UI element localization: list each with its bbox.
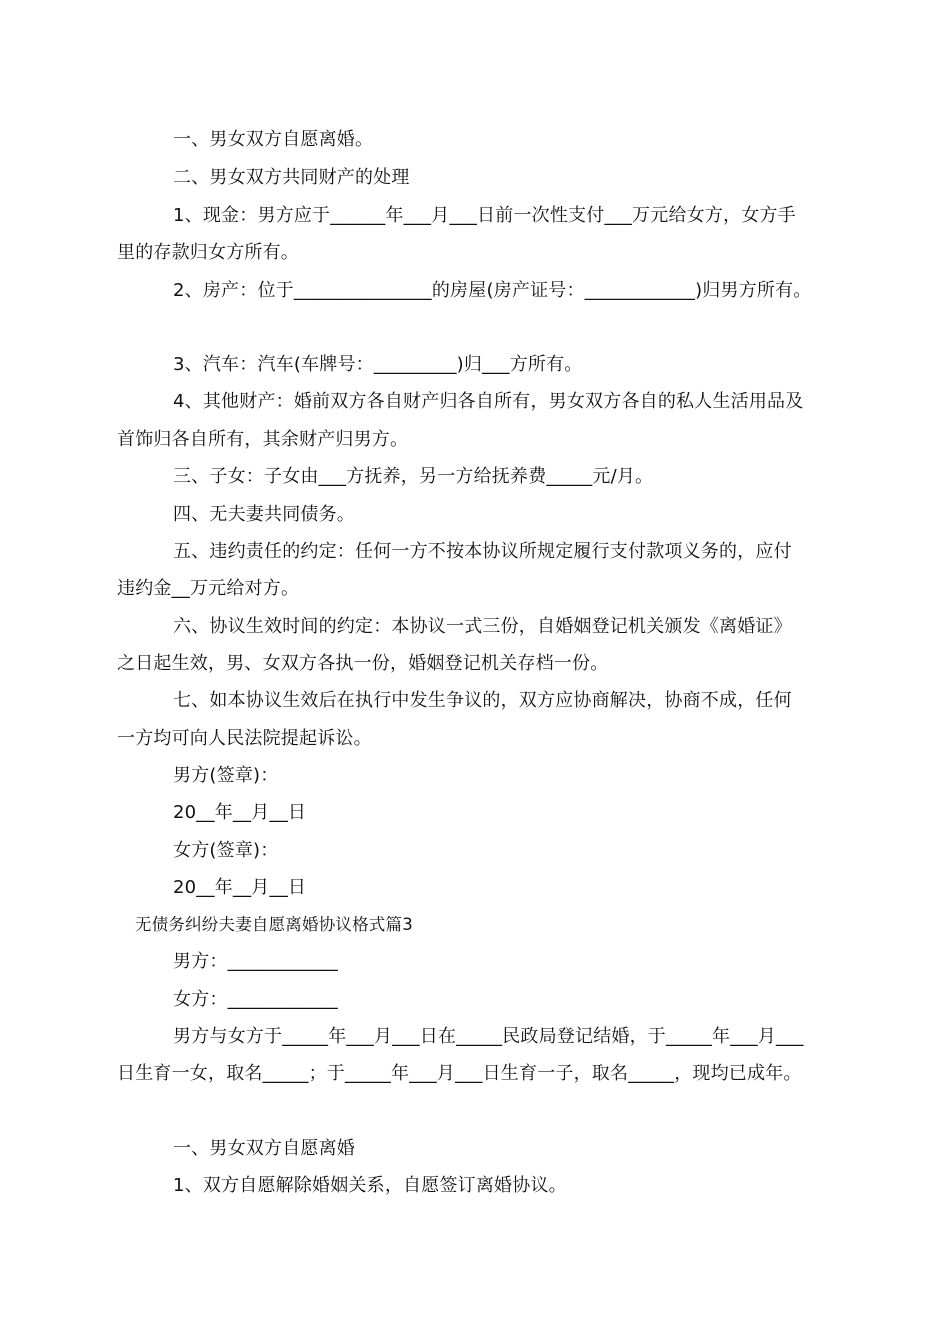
male-signature-date: 20__年__月__日	[173, 802, 307, 823]
marriage-info-line-2: 日生育一女，取名_____；于_____年___月___日生育一子，取名_____，现均已成年。	[117, 1063, 802, 1084]
liability-clause-line-2: 违约金__万元给对方。	[117, 578, 300, 599]
cash-item-line-1: 1、现金：男方应于______年___月___日前一次性支付___万元给女方，女方手	[173, 205, 796, 226]
liability-clause-line-1: 五、违约责任的约定：任何一方不按本协议所规定履行支付款项义务的，应付	[173, 541, 792, 562]
effective-clause-line-1: 六、协议生效时间的约定：本协议一式三份，自婚姻登记机关颁发《离婚证》	[173, 616, 792, 637]
dissolution-item: 1、双方自愿解除婚姻关系，自愿签订离婚协议。	[173, 1175, 567, 1196]
voluntary-divorce-heading: 一、男女双方自愿离婚	[173, 1138, 355, 1159]
other-property-line-2: 首饰归各自所有，其余财产归男方。	[117, 429, 409, 450]
clause-2-heading: 二、男女双方共同财产的处理	[173, 167, 410, 188]
dispute-clause-line-1: 七、如本协议生效后在执行中发生争议的，双方应协商解决，协商不成，任何	[173, 690, 792, 711]
clause-1-heading: 一、男女双方自愿离婚。	[173, 129, 374, 150]
male-party-field: 男方：____________	[173, 951, 338, 972]
debt-clause: 四、无夫妻共同债务。	[173, 504, 355, 525]
car-item: 3、汽车：汽车(车牌号：_________)归___方所有。	[173, 354, 583, 375]
children-clause: 三、子女：子女由___方抚养，另一方给抚养费_____元/月。	[173, 466, 654, 487]
cash-item-line-2: 里的存款归女方所有。	[117, 242, 299, 263]
effective-clause-line-2: 之日起生效，男、女双方各执一份，婚姻登记机关存档一份。	[117, 653, 609, 674]
section-title: 无债务纠纷夫妻自愿离婚协议格式篇3	[135, 915, 413, 934]
female-party-field: 女方：____________	[173, 989, 338, 1010]
property-item: 2、房产：位于_______________的房屋(房产证号：____________)归男方所有。	[173, 280, 812, 301]
other-property-line-1: 4、其他财产：婚前双方各自财产归各自所有，男女双方各自的私人生活用品及	[173, 391, 804, 412]
female-signature-date: 20__年__月__日	[173, 877, 307, 898]
dispute-clause-line-2: 一方均可向人民法院提起诉讼。	[117, 728, 372, 749]
male-signature-label: 男方(签章)：	[173, 765, 279, 786]
female-signature-label: 女方(签章)：	[173, 840, 279, 861]
marriage-info-line-1: 男方与女方于_____年___月___日在_____民政局登记结婚，于_____年___月___	[173, 1026, 804, 1047]
